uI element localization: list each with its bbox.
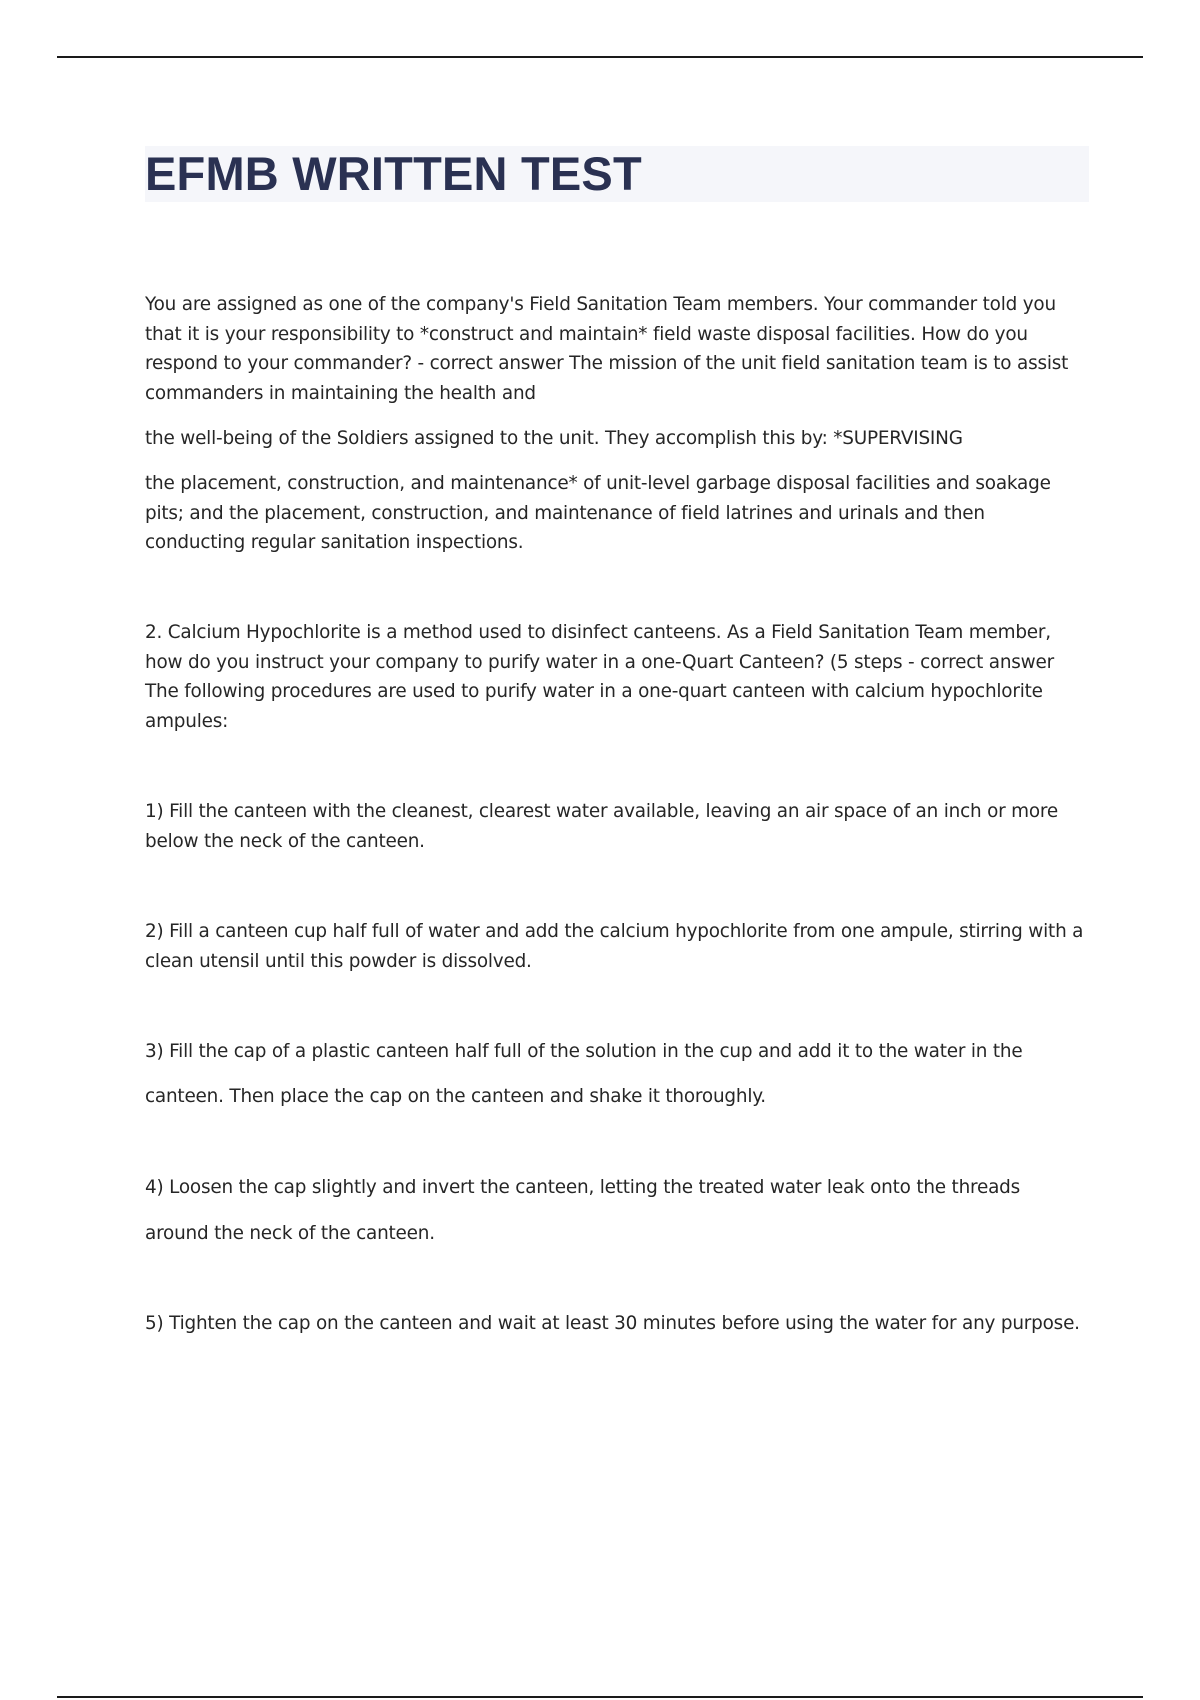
paragraph-intro-continued: the well-being of the Soldiers assigned to the unit. They accomplish this by: *SUPERVISING	[145, 428, 963, 449]
document-title: EFMB WRITTEN TEST	[145, 147, 642, 200]
step-2: 2) Fill a canteen cup half full of water and add the calcium hypochlorite from one ampule, stirring with a clean utensil until this powder is dissolved.	[145, 921, 1084, 972]
bottom-rule	[57, 1696, 1143, 1698]
top-rule	[57, 56, 1143, 58]
step-4: 4) Loosen the cap slightly and invert the canteen, letting the treated water leak onto the threads	[145, 1177, 1021, 1198]
step-4-continued: around the neck of the canteen.	[145, 1223, 435, 1244]
step-1: 1) Fill the canteen with the cleanest, clearest water available, leaving an air space of an inch or more below the neck of the canteen.	[145, 801, 1058, 852]
paragraph-question-2: 2. Calcium Hypochlorite is a method used to disinfect canteens. As a Field Sanitation Team member, how do you instruct your company to purify water in a one-Quart Canteen? (5 steps - correct answer The following procedures are used to purify water in a one-quart canteen with calcium hypochlorite ampules:	[145, 622, 1055, 732]
step-3-continued: canteen. Then place the cap on the canteen and shake it thoroughly.	[145, 1086, 766, 1107]
paragraph-intro-question: You are assigned as one of the company's Field Sanitation Team members. Your commander told you that it is your responsibility to *construct and maintain* field waste disposal facilities. How do you respond to your commander? - correct answer The mission of the unit field sanitation team is to assist commanders in maintaining the health and	[145, 294, 1069, 404]
paragraph-intro-conclusion: the placement, construction, and maintenance* of unit-level garbage disposal facilities and soakage pits; and the placement, construction, and maintenance of field latrines and urinals and then conducting regular sanitation inspections.	[145, 473, 1051, 553]
step-3: 3) Fill the cap of a plastic canteen half full of the solution in the cup and add it to the water in the	[145, 1041, 1023, 1062]
step-5: 5) Tighten the cap on the canteen and wait at least 30 minutes before using the water for any purpose.	[145, 1313, 1080, 1334]
